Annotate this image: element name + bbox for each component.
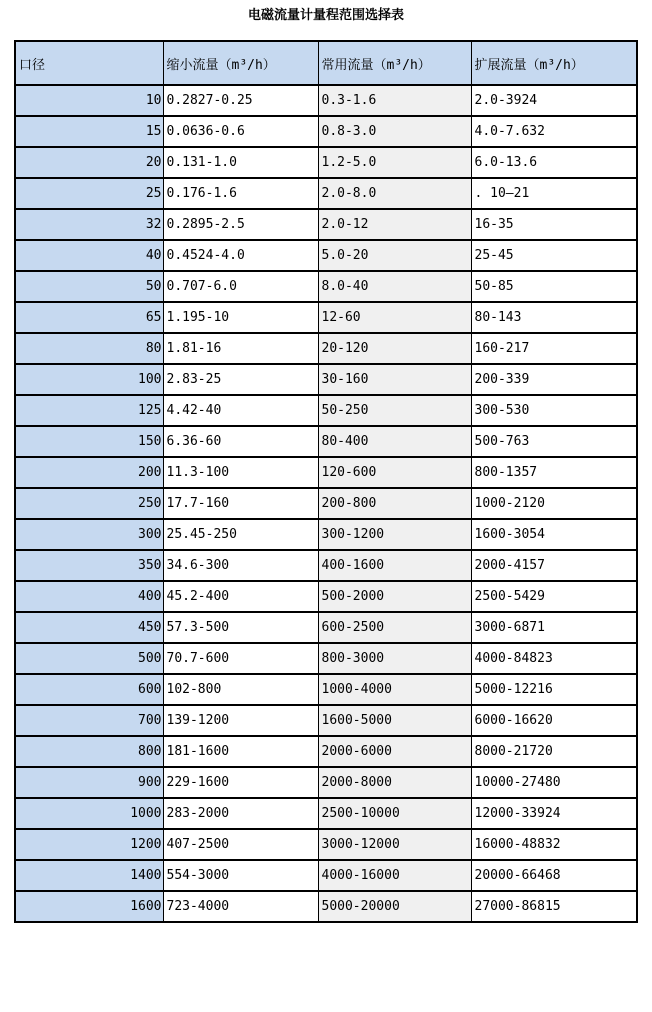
common-flow-cell: 2.0-12	[318, 209, 471, 240]
extended-flow-cell: 500-763	[471, 426, 637, 457]
common-flow-cell: 5000-20000	[318, 891, 471, 922]
table-row	[15, 240, 637, 271]
extended-flow-cell: 16-35	[471, 209, 637, 240]
reduced-flow-cell: 0.707-6.0	[163, 271, 318, 302]
table-row	[15, 643, 637, 674]
column-header-diameter: 口径	[15, 41, 163, 85]
reduced-flow-cell: 0.4524-4.0	[163, 240, 318, 271]
reduced-flow-cell: 0.0636-0.6	[163, 116, 318, 147]
common-flow-cell: 120-600	[318, 457, 471, 488]
common-flow-cell: 2.0-8.0	[318, 178, 471, 209]
diameter-cell: 65	[15, 302, 163, 333]
diameter-cell: 125	[15, 395, 163, 426]
extended-flow-cell: 10000-27480	[471, 767, 637, 798]
table-row	[15, 581, 637, 612]
common-flow-cell: 0.8-3.0	[318, 116, 471, 147]
common-flow-cell: 1600-5000	[318, 705, 471, 736]
table-header	[15, 41, 637, 85]
diameter-cell: 1400	[15, 860, 163, 891]
diameter-cell: 1000	[15, 798, 163, 829]
reduced-flow-cell: 407-2500	[163, 829, 318, 860]
reduced-flow-cell: 181-1600	[163, 736, 318, 767]
extended-flow-cell: 800-1357	[471, 457, 637, 488]
table-row	[15, 302, 637, 333]
table-row	[15, 426, 637, 457]
diameter-cell: 32	[15, 209, 163, 240]
common-flow-cell: 500-2000	[318, 581, 471, 612]
extended-flow-cell: 2.0-3924	[471, 85, 637, 116]
table-row	[15, 364, 637, 395]
common-flow-cell: 1.2-5.0	[318, 147, 471, 178]
reduced-flow-cell: 11.3-100	[163, 457, 318, 488]
diameter-cell: 15	[15, 116, 163, 147]
common-flow-cell: 200-800	[318, 488, 471, 519]
diameter-cell: 1600	[15, 891, 163, 922]
extended-flow-cell: 4.0-7.632	[471, 116, 637, 147]
extended-flow-cell: 25-45	[471, 240, 637, 271]
extended-flow-cell: 200-339	[471, 364, 637, 395]
extended-flow-cell: 2000-4157	[471, 550, 637, 581]
reduced-flow-cell: 4.42-40	[163, 395, 318, 426]
column-header-reduced-flow: 缩小流量（m³/h）	[163, 41, 318, 85]
diameter-cell: 50	[15, 271, 163, 302]
reduced-flow-cell: 229-1600	[163, 767, 318, 798]
header-row	[15, 41, 637, 85]
extended-flow-cell: 3000-6871	[471, 612, 637, 643]
table-row	[15, 488, 637, 519]
reduced-flow-cell: 0.2895-2.5	[163, 209, 318, 240]
extended-flow-cell: 8000-21720	[471, 736, 637, 767]
common-flow-cell: 300-1200	[318, 519, 471, 550]
column-header-extended-flow: 扩展流量（m³/h）	[471, 41, 637, 85]
extended-flow-cell: 160-217	[471, 333, 637, 364]
table-row	[15, 829, 637, 860]
flow-range-table	[14, 40, 638, 923]
common-flow-cell: 20-120	[318, 333, 471, 364]
diameter-cell: 250	[15, 488, 163, 519]
extended-flow-cell: 2500-5429	[471, 581, 637, 612]
extended-flow-cell: 16000-48832	[471, 829, 637, 860]
extended-flow-cell: 80-143	[471, 302, 637, 333]
extended-flow-cell: 6.0-13.6	[471, 147, 637, 178]
extended-flow-cell: 1600-3054	[471, 519, 637, 550]
page-title: 电磁流量计量程范围选择表	[247, 8, 404, 23]
diameter-cell: 80	[15, 333, 163, 364]
reduced-flow-cell: 139-1200	[163, 705, 318, 736]
diameter-cell: 200	[15, 457, 163, 488]
diameter-cell: 40	[15, 240, 163, 271]
common-flow-cell: 2000-8000	[318, 767, 471, 798]
column-header-common-flow: 常用流量（m³/h）	[318, 41, 471, 85]
common-flow-cell: 3000-12000	[318, 829, 471, 860]
extended-flow-cell: 27000-86815	[471, 891, 637, 922]
common-flow-cell: 800-3000	[318, 643, 471, 674]
reduced-flow-cell: 1.195-10	[163, 302, 318, 333]
reduced-flow-cell: 0.131-1.0	[163, 147, 318, 178]
common-flow-cell: 50-250	[318, 395, 471, 426]
table-row	[15, 395, 637, 426]
table-row	[15, 860, 637, 891]
table-row	[15, 116, 637, 147]
reduced-flow-cell: 17.7-160	[163, 488, 318, 519]
table-row	[15, 767, 637, 798]
table-body	[15, 85, 637, 922]
table-row	[15, 178, 637, 209]
common-flow-cell: 2000-6000	[318, 736, 471, 767]
diameter-cell: 800	[15, 736, 163, 767]
table-row	[15, 612, 637, 643]
reduced-flow-cell: 2.83-25	[163, 364, 318, 395]
table-row	[15, 891, 637, 922]
diameter-cell: 25	[15, 178, 163, 209]
reduced-flow-cell: 0.176-1.6	[163, 178, 318, 209]
extended-flow-cell: 4000-84823	[471, 643, 637, 674]
extended-flow-cell: 1000-2120	[471, 488, 637, 519]
table-row	[15, 333, 637, 364]
extended-flow-cell: 6000-16620	[471, 705, 637, 736]
reduced-flow-cell: 34.6-300	[163, 550, 318, 581]
reduced-flow-cell: 723-4000	[163, 891, 318, 922]
diameter-cell: 10	[15, 85, 163, 116]
table-row	[15, 550, 637, 581]
common-flow-cell: 0.3-1.6	[318, 85, 471, 116]
reduced-flow-cell: 1.81-16	[163, 333, 318, 364]
extended-flow-cell: 12000-33924	[471, 798, 637, 829]
reduced-flow-cell: 70.7-600	[163, 643, 318, 674]
reduced-flow-cell: 0.2827-0.25	[163, 85, 318, 116]
reduced-flow-cell: 25.45-250	[163, 519, 318, 550]
extended-flow-cell: 20000-66468	[471, 860, 637, 891]
common-flow-cell: 400-1600	[318, 550, 471, 581]
reduced-flow-cell: 554-3000	[163, 860, 318, 891]
diameter-cell: 100	[15, 364, 163, 395]
table-row	[15, 736, 637, 767]
common-flow-cell: 12-60	[318, 302, 471, 333]
extended-flow-cell: 50-85	[471, 271, 637, 302]
diameter-cell: 450	[15, 612, 163, 643]
table-row	[15, 705, 637, 736]
table-row	[15, 457, 637, 488]
reduced-flow-cell: 283-2000	[163, 798, 318, 829]
common-flow-cell: 80-400	[318, 426, 471, 457]
diameter-cell: 300	[15, 519, 163, 550]
table-row	[15, 674, 637, 705]
table-row	[15, 519, 637, 550]
common-flow-cell: 1000-4000	[318, 674, 471, 705]
common-flow-cell: 2500-10000	[318, 798, 471, 829]
diameter-cell: 20	[15, 147, 163, 178]
diameter-cell: 1200	[15, 829, 163, 860]
reduced-flow-cell: 57.3-500	[163, 612, 318, 643]
common-flow-cell: 30-160	[318, 364, 471, 395]
table-row	[15, 209, 637, 240]
table-row	[15, 271, 637, 302]
reduced-flow-cell: 45.2-400	[163, 581, 318, 612]
diameter-cell: 900	[15, 767, 163, 798]
common-flow-cell: 8.0-40	[318, 271, 471, 302]
extended-flow-cell: 5000-12216	[471, 674, 637, 705]
reduced-flow-cell: 102-800	[163, 674, 318, 705]
table-row	[15, 85, 637, 116]
diameter-cell: 400	[15, 581, 163, 612]
common-flow-cell: 600-2500	[318, 612, 471, 643]
diameter-cell: 600	[15, 674, 163, 705]
common-flow-cell: 4000-16000	[318, 860, 471, 891]
diameter-cell: 700	[15, 705, 163, 736]
table-row	[15, 798, 637, 829]
diameter-cell: 150	[15, 426, 163, 457]
extended-flow-cell: 300-530	[471, 395, 637, 426]
diameter-cell: 350	[15, 550, 163, 581]
table-row	[15, 147, 637, 178]
common-flow-cell: 5.0-20	[318, 240, 471, 271]
extended-flow-cell: . 10—21	[471, 178, 637, 209]
diameter-cell: 500	[15, 643, 163, 674]
reduced-flow-cell: 6.36-60	[163, 426, 318, 457]
